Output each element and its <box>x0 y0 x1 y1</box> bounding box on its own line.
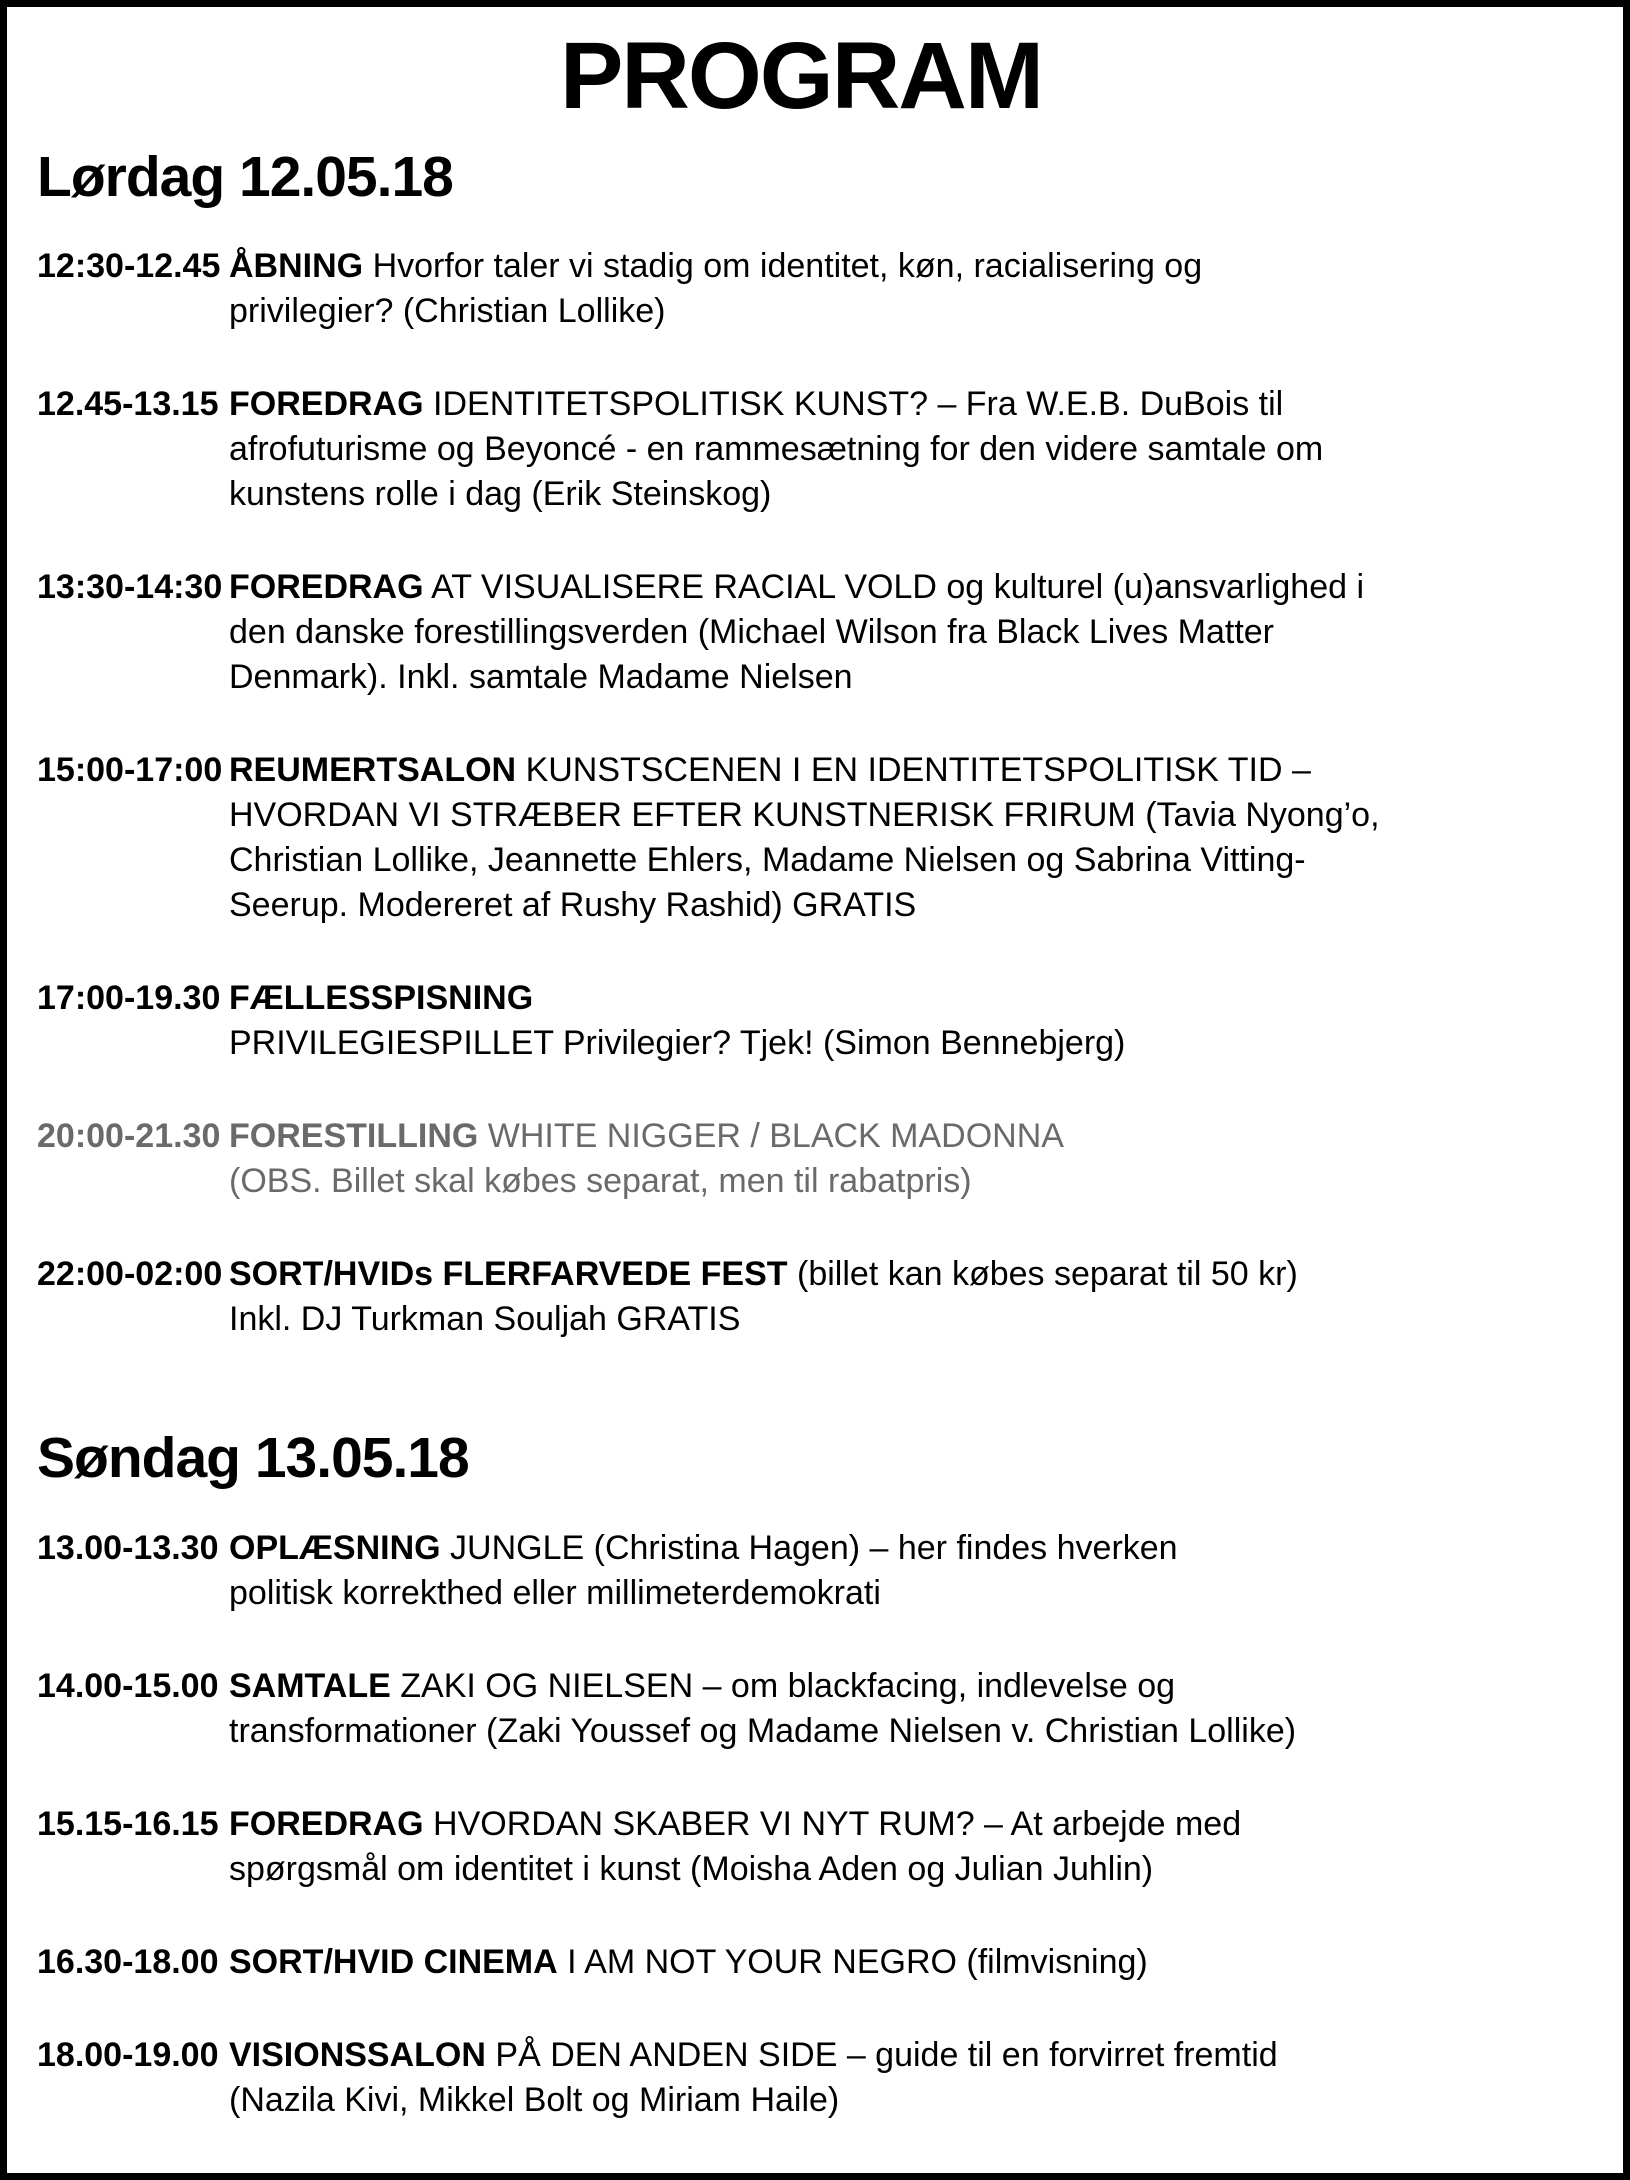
schedule-entry <box>37 565 1565 700</box>
entry-description <box>229 1114 1565 1204</box>
entry-description <box>229 1526 1565 1616</box>
entry-time: 12.45-13.15 <box>37 385 219 424</box>
schedule-entry <box>37 1252 1565 1342</box>
entry-line <box>229 1114 1565 1159</box>
event-type-label: REUMERTSALON <box>229 751 517 790</box>
day-section <box>37 1426 1565 2123</box>
entry-time: 15:00-17:00 <box>37 751 223 790</box>
entry-line <box>229 244 1565 289</box>
entry-description <box>229 1252 1565 1342</box>
entry-line <box>229 1252 1565 1297</box>
entry-line <box>229 472 1565 517</box>
entry-description <box>229 565 1565 700</box>
entry-line <box>229 793 1565 838</box>
event-text: spørgsmål om identitet i kunst (Moisha Aden og Julian Juhlin) <box>229 1849 1154 1888</box>
event-text: (billet kan købes separat til 50 kr) <box>797 1255 1298 1294</box>
schedule-entry <box>37 1526 1565 1616</box>
event-text: Inkl. DJ Turkman Souljah GRATIS <box>229 1300 741 1339</box>
event-text: politisk korrekthed eller millimeterdemokrati <box>229 1573 881 1612</box>
event-type-label: OPLÆSNING <box>229 1528 441 1567</box>
entry-line <box>229 838 1565 883</box>
event-text: Hvorfor taler vi stadig om identitet, køn, racialisering og <box>372 247 1203 286</box>
event-text: HVORDAN SKABER VI NYT RUM? – At arbejde med <box>433 1804 1242 1843</box>
entry-line <box>229 2078 1565 2123</box>
entry-line <box>229 382 1565 427</box>
event-text: AT VISUALISERE RACIAL VOLD og kulturel (u)ansvarlighed i <box>431 568 1365 607</box>
entry-description <box>229 748 1565 928</box>
event-type-label: VISIONSSALON <box>229 2035 486 2074</box>
event-text: Denmark). Inkl. samtale Madame Nielsen <box>229 658 853 697</box>
event-text: (Nazila Kivi, Mikkel Bolt og Miriam Haile) <box>229 2080 840 2119</box>
entry-line <box>229 1526 1565 1571</box>
day-heading: Søndag 13.05.18 <box>37 1426 469 1491</box>
event-text: privilegier? (Christian Lollike) <box>229 292 666 331</box>
event-text: KUNSTSCENEN I EN IDENTITETSPOLITISK TID – <box>525 751 1311 790</box>
schedule-entry <box>37 976 1565 1066</box>
entry-time: 13:30-14:30 <box>37 568 223 607</box>
entry-line <box>229 1571 1565 1616</box>
event-text: PÅ DEN ANDEN SIDE – guide til en forvirret fremtid <box>495 2035 1278 2074</box>
entry-line <box>229 1664 1565 1709</box>
entry-description <box>229 1940 1565 1985</box>
event-type-label: SORT/HVIDs FLERFARVEDE FEST <box>229 1255 788 1294</box>
schedule-entry <box>37 244 1565 334</box>
entry-line <box>229 427 1565 472</box>
entry-line <box>229 1940 1565 1985</box>
event-type-label: FOREDRAG <box>229 568 424 607</box>
entry-line <box>229 1297 1565 1342</box>
day-section <box>37 145 1565 1343</box>
entry-line <box>229 1709 1565 1754</box>
event-text: PRIVILEGIESPILLET Privilegier? Tjek! (Simon Bennebjerg) <box>229 1024 1126 1063</box>
event-type-label: ÅBNING <box>229 247 364 286</box>
entry-line <box>229 2033 1565 2078</box>
entry-line <box>229 610 1565 655</box>
day-heading: Lørdag 12.05.18 <box>37 144 453 209</box>
entry-line <box>229 1847 1565 1892</box>
entry-line <box>229 748 1565 793</box>
entry-line <box>229 883 1565 928</box>
event-text: den danske forestillingsverden (Michael Wilson fra Black Lives Matter <box>229 613 1275 652</box>
event-text: Seerup. Modereret af Rushy Rashid) GRATIS <box>229 886 917 925</box>
entry-line <box>229 1021 1565 1066</box>
event-type-label: FOREDRAG <box>229 385 424 424</box>
entry-time: 17:00-19.30 <box>37 979 221 1018</box>
schedule-entry <box>37 1114 1565 1204</box>
entry-description <box>229 2033 1565 2123</box>
schedule-entry <box>37 1664 1565 1754</box>
entry-description <box>229 244 1565 334</box>
entry-time: 22:00-02:00 <box>37 1255 223 1294</box>
event-text: afrofuturisme og Beyoncé - en rammesætning for den videre samtale om <box>229 430 1324 469</box>
entry-description <box>229 1664 1565 1754</box>
event-type-label: SORT/HVID CINEMA <box>229 1942 558 1981</box>
event-text: ZAKI OG NIELSEN – om blackfacing, indlevelse og <box>400 1666 1176 1705</box>
page-content <box>7 7 1623 2123</box>
entry-description <box>229 976 1565 1066</box>
event-text: JUNGLE (Christina Hagen) – her findes hverken <box>450 1528 1178 1567</box>
event-text: Christian Lollike, Jeannette Ehlers, Madame Nielsen og Sabrina Vitting- <box>229 841 1306 880</box>
entry-time: 16.30-18.00 <box>37 1942 219 1981</box>
entry-description <box>229 382 1565 517</box>
entry-line <box>229 1802 1565 1847</box>
page-title: PROGRAM <box>559 23 1043 129</box>
schedule-entry <box>37 1802 1565 1892</box>
entry-time: 14.00-15.00 <box>37 1666 219 1705</box>
event-text: (OBS. Billet skal købes separat, men til rabatpris) <box>229 1162 972 1201</box>
schedule-entry <box>37 2033 1565 2123</box>
entry-line <box>229 565 1565 610</box>
event-text: WHITE NIGGER / BLACK MADONNA <box>487 1117 1064 1156</box>
entry-line <box>229 1159 1565 1204</box>
entry-list <box>37 1526 1565 2123</box>
event-text: kunstens rolle i dag (Erik Steinskog) <box>229 475 772 514</box>
event-text: transformationer (Zaki Youssef og Madame Nielsen v. Christian Lollike) <box>229 1711 1297 1750</box>
entry-line <box>229 976 1565 1021</box>
event-type-label: FORESTILLING <box>229 1117 479 1156</box>
entry-time: 15.15-16.15 <box>37 1804 219 1843</box>
entry-time: 12:30-12.45 <box>37 247 221 286</box>
entry-list <box>37 244 1565 1342</box>
schedule-entry <box>37 1940 1565 1985</box>
entry-line <box>229 655 1565 700</box>
entry-line <box>229 289 1565 334</box>
entry-time: 13.00-13.30 <box>37 1528 219 1567</box>
schedule-entry <box>37 382 1565 517</box>
entry-time: 18.00-19.00 <box>37 2035 219 2074</box>
schedule-entry <box>37 748 1565 928</box>
entry-time: 20:00-21.30 <box>37 1117 221 1156</box>
event-text: IDENTITETSPOLITISK KUNST? – Fra W.E.B. DuBois til <box>433 385 1284 424</box>
event-text: I AM NOT YOUR NEGRO (filmvisning) <box>567 1942 1148 1981</box>
event-type-label: FOREDRAG <box>229 1804 424 1843</box>
event-type-label: SAMTALE <box>229 1666 391 1705</box>
days-container <box>37 145 1565 2123</box>
entry-description <box>229 1802 1565 1892</box>
event-type-label: FÆLLESSPISNING <box>229 979 534 1018</box>
event-text: HVORDAN VI STRÆBER EFTER KUNSTNERISK FRIRUM (Tavia Nyong’o, <box>229 796 1380 835</box>
